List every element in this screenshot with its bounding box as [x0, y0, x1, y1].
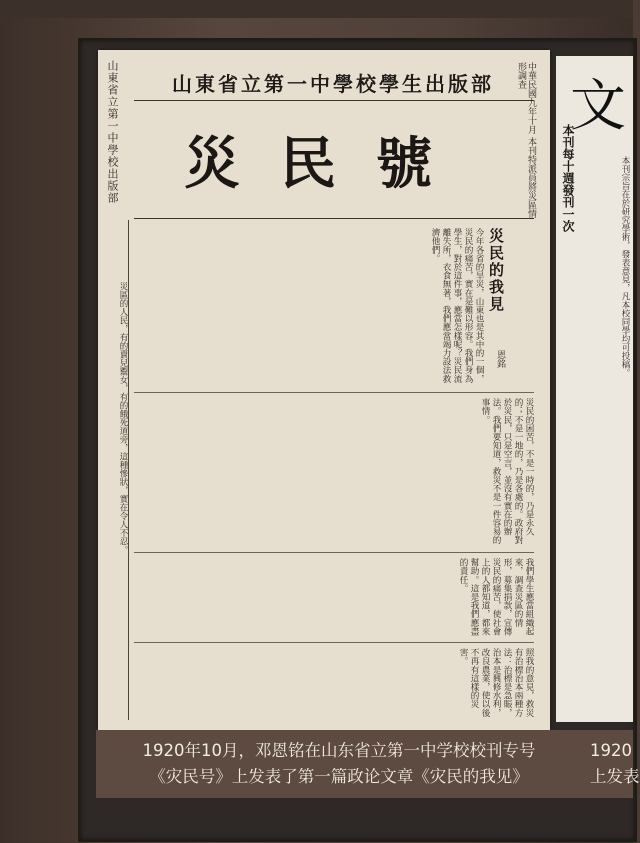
right-notice: 中華民國九年十月 本刊特派員將災區情形調查 [516, 62, 536, 218]
section-rule-3 [134, 642, 534, 643]
next-caption-line-1: 1920 [590, 741, 632, 760]
body-block-4: 照我的意見，救災有治標治本兩種方法：治標是急賑，治本是興修水利，改良農業，使以後不再有這樣的災害。 [458, 648, 534, 717]
left-margin-text: 山東省立第一中學校出版部 [106, 60, 119, 204]
second-paper-body: 本刊宗旨在於研究學術，發表意見，凡本校同學均可投稿。 [620, 156, 630, 377]
next-caption-line-2: 上发表 [590, 767, 640, 786]
article-title: 災民的我見 [487, 228, 505, 313]
newspaper-title: 災民號 [184, 131, 472, 197]
exhibit-caption [104, 738, 574, 790]
side-column-text: 災區的人民，有的賣兒鬻女，有的餓死道旁，這種慘狀，實在令人不忍。 [118, 282, 128, 554]
section-rule-2 [134, 552, 534, 553]
body-block-1: 今年各省的旱災，山東也是其中的一個，災民的痛苦，實在是難以形容。我們身為學生，對於這件事，應當怎樣呢？災民流離失所，衣食無著，我們應當竭力設法救濟他們。 [430, 228, 484, 383]
top-border [0, 0, 633, 18]
next-caption [590, 738, 640, 790]
body-block-3: 我們學生應當組織起來，調查災區的情形，募集捐款，宣傳災民的痛苦，使社會上的人都知道，都來幫助。這是我們應盡的責任。 [458, 558, 534, 636]
header-banner [134, 68, 532, 96]
column-divider [128, 220, 129, 720]
body-block-2: 災民的困苦，不是一時的，乃是永久的；不是一地的，乃是各處的。政府對於災民，只是空言，並沒有實在的辦法。我們要知道，救災不是一件容易的事情。 [480, 398, 534, 545]
second-paper-subtitle: 本刊每十週發刊一次 [561, 124, 575, 232]
header-rule [134, 100, 534, 101]
second-newspaper [556, 56, 633, 722]
title-rule [134, 218, 534, 219]
caption-line-1: 1920年10月，邓恩铭在山东省立第一中学校校刊专号 [142, 741, 536, 760]
newspaper-page [98, 50, 550, 730]
second-paper-title: 文 [570, 74, 626, 139]
banner-text: 山東省立第一中學校學生出版部 [172, 72, 494, 96]
article-author: 恩銘 [495, 350, 505, 368]
section-rule-1 [134, 392, 534, 393]
caption-line-2: 《灾民号》上发表了第一篇政论文章《灾民的我见》 [149, 767, 529, 786]
